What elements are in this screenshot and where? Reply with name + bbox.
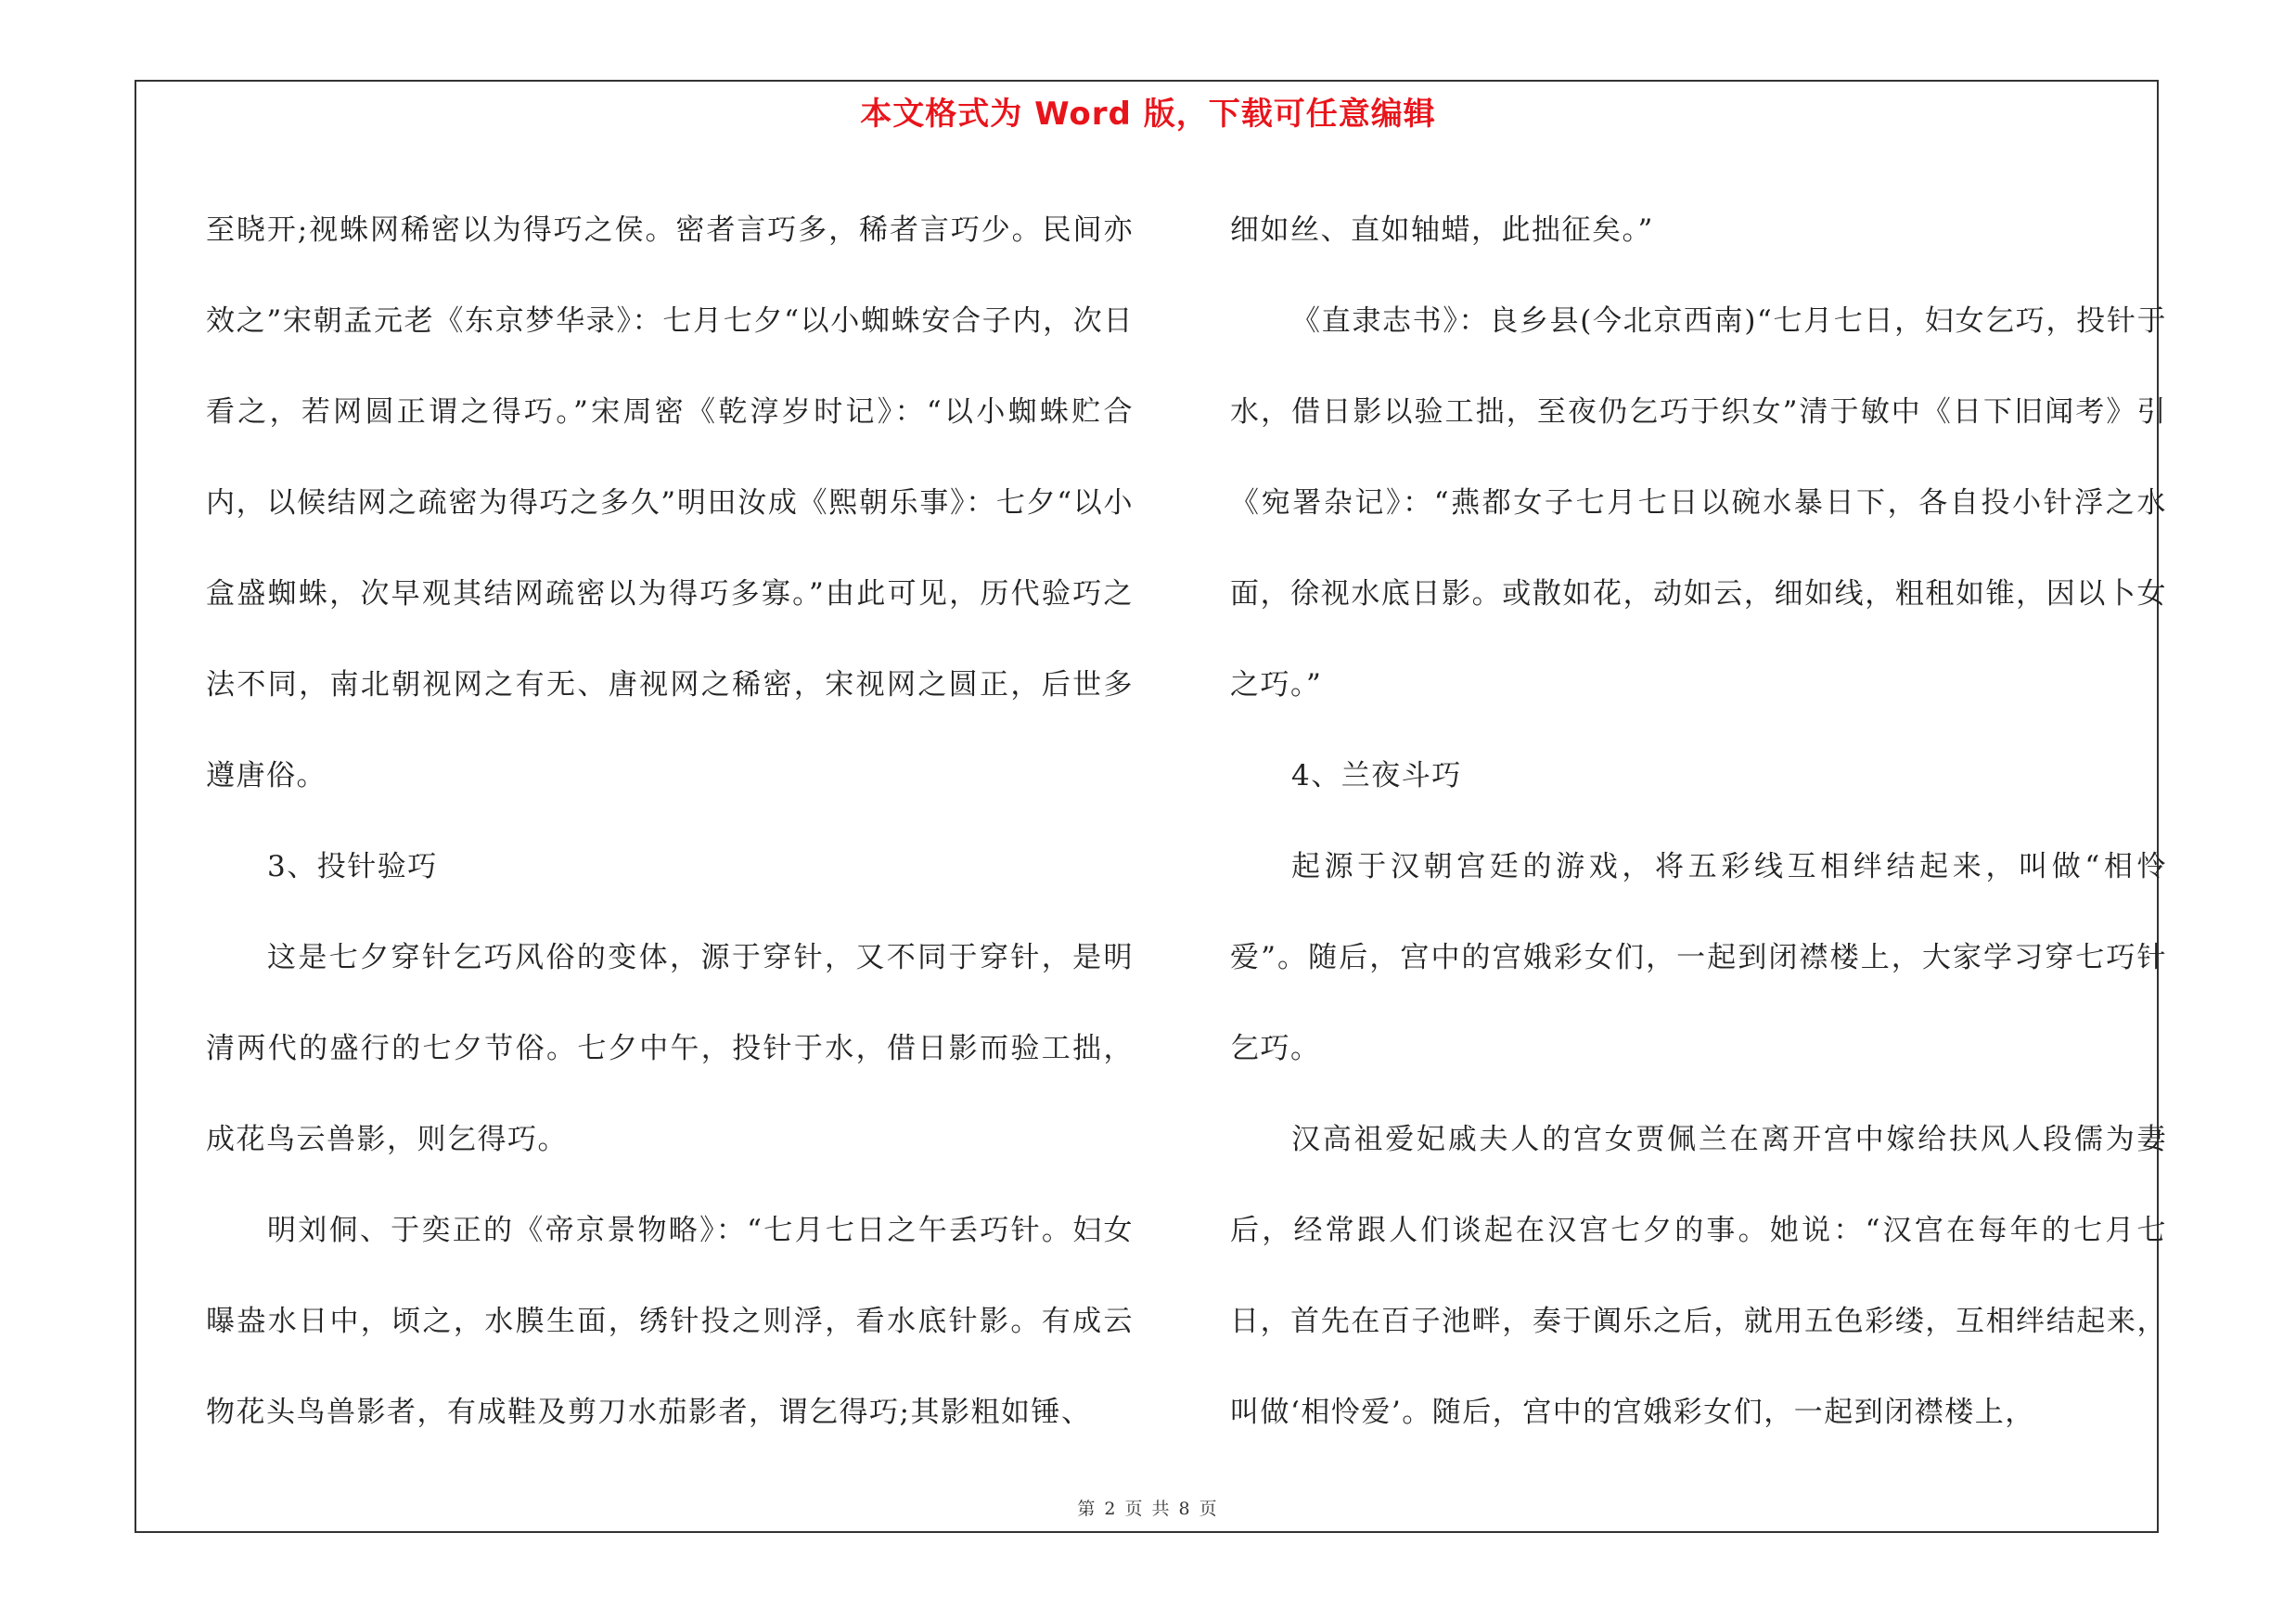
editable-word-banner: 本文格式为 Word 版，下载可任意编辑 — [860, 96, 1436, 133]
section-heading: 3、投针验巧 — [267, 850, 438, 883]
paragraph: 起源于汉朝宫廷的游戏，将五彩线互相绊结起来，叫做“相怜爱”。随后，宫中的宫娥彩女们，一起到闭襟楼上，大家学习穿七巧针乞巧。 — [1230, 850, 2167, 1065]
section-heading: 4、兰夜斗巧 — [1291, 759, 1462, 792]
left-text-column — [206, 185, 1134, 1458]
paragraph: 至晓开;视蛛网稀密以为得巧之侯。密者言巧多，稀者言巧少。民间亦效之”宋朝孟元老《东京梦华录》：七月七夕“以小蜘蛛安合子内，次日看之，若网圆正谓之得巧。”宋周密《乾淳岁时记》：“以小蜘蛛贮合内，以候结网之疏密为得巧之多久”明田汝成《熙朝乐事》：七夕“以小盒盛蜘蛛，次早观其结网疏密以为得巧多寡。”由此可见，历代验巧之法不同，南北朝视网之有无、唐视网之稀密，宋视网之圆正，后世多遵唐俗。 — [206, 213, 1134, 792]
paragraph: 这是七夕穿针乞巧风俗的变体，源于穿针，又不同于穿针，是明清两代的盛行的七夕节俗。七夕中午，投针于水，借日影而验工拙，成花鸟云兽影，则乞得巧。 — [206, 941, 1134, 1156]
paragraph: 明刘侗、于奕正的《帝京景物略》：“七月七日之午丢巧针。妇女曝盎水日中，顷之，水膜生面，绣针投之则浮，看水底针影。有成云物花头鸟兽影者，有成鞋及剪刀水茄影者，谓乞得巧;其影粗如锤、 — [206, 1214, 1134, 1429]
paragraph: 汉高祖爱妃戚夫人的宫女贾佩兰在离开宫中嫁给扶风人段儒为妻后，经常跟人们谈起在汉宫七夕的事。她说：“汉宫在每年的七月七日，首先在百子池畔，奏于阗乐之后，就用五色彩缕，互相绊结起来，叫做‘相怜爱’。随后，宫中的宫娥彩女们，一起到闭襟楼上， — [1230, 1123, 2167, 1429]
right-text-column — [1230, 185, 2167, 1458]
page-number-footer: 第 2 页 共 8 页 — [1077, 1499, 1219, 1519]
paragraph: 细如丝、直如轴蜡，此拙征矣。” — [1230, 213, 1654, 247]
paragraph: 《直隶志书》：良乡县(今北京西南)“七月七日，妇女乞巧，投针于水，借日影以验工拙，至夜仍乞巧于织女”清于敏中《日下旧闻考》引《宛署杂记》：“燕都女子七月七日以碗水暴日下，各自投小针浮之水面，徐视水底日影。或散如花，动如云，细如线，粗租如锥，因以卜女之巧。” — [1230, 304, 2167, 702]
